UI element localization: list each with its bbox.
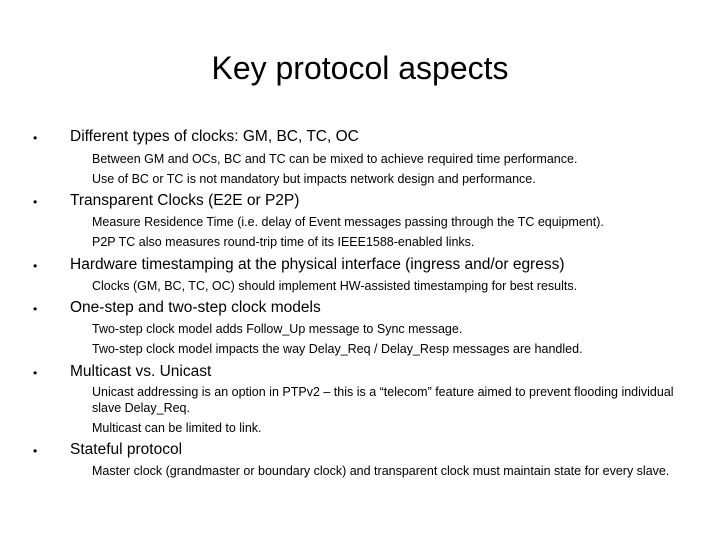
sub-bullet-text: Use of BC or TC is not mandatory but impacts network design and performance. <box>92 172 536 186</box>
bullet-text: One-step and two-step clock models <box>70 299 321 316</box>
bullet-text: Stateful protocol <box>70 441 183 458</box>
bullet-marker: • <box>33 195 38 209</box>
sub-bullet-group <box>92 151 682 187</box>
sub-bullet-text: Clocks (GM, BC, TC, OC) should implement HW-assisted timestamping for best results. <box>92 279 578 293</box>
bullet-text: Multicast vs. Unicast <box>70 363 212 380</box>
bullet-text: Hardware timestamping at the physical interface (ingress and/or egress) <box>70 256 565 273</box>
sub-bullet-group <box>92 463 682 479</box>
sub-bullet-group <box>92 321 682 357</box>
sub-bullet-group <box>92 384 682 436</box>
sub-bullet-text: Between GM and OCs, BC and TC can be mixed to achieve required time performance. <box>92 152 578 166</box>
bullet-marker: • <box>33 366 38 380</box>
sub-bullet-text: P2P TC also measures round-trip time of its IEEE1588-enabled links. <box>92 235 475 249</box>
bullet-marker: • <box>33 302 38 316</box>
bullet-text: Different types of clocks: GM, BC, TC, OC <box>70 128 359 145</box>
sub-bullet-text: Unicast addressing is an option in PTPv2 – this is a “telecom” feature aimed to prevent flooding individual slave Delay_Req. <box>92 385 674 415</box>
bullet-marker: • <box>33 259 38 273</box>
sub-bullet-group <box>92 278 682 294</box>
sub-bullet-text: Master clock (grandmaster or boundary clock) and transparent clock must maintain state for every slave. <box>92 464 670 478</box>
bullet-marker: • <box>33 131 38 145</box>
sub-bullet-text: Two-step clock model adds Follow_Up message to Sync message. <box>92 322 463 336</box>
slide-title: Key protocol aspects <box>211 50 509 86</box>
sub-bullet-text: Measure Residence Time (i.e. delay of Event messages passing through the TC equipment). <box>92 215 604 229</box>
sub-bullet-text: Multicast can be limited to link. <box>92 421 262 435</box>
bullet-text: Transparent Clocks (E2E or P2P) <box>70 192 300 209</box>
bullet-marker: • <box>33 444 38 458</box>
sub-bullet-text: Two-step clock model impacts the way Delay_Req / Delay_Resp messages are handled. <box>92 342 583 356</box>
sub-bullet-group <box>92 214 682 250</box>
